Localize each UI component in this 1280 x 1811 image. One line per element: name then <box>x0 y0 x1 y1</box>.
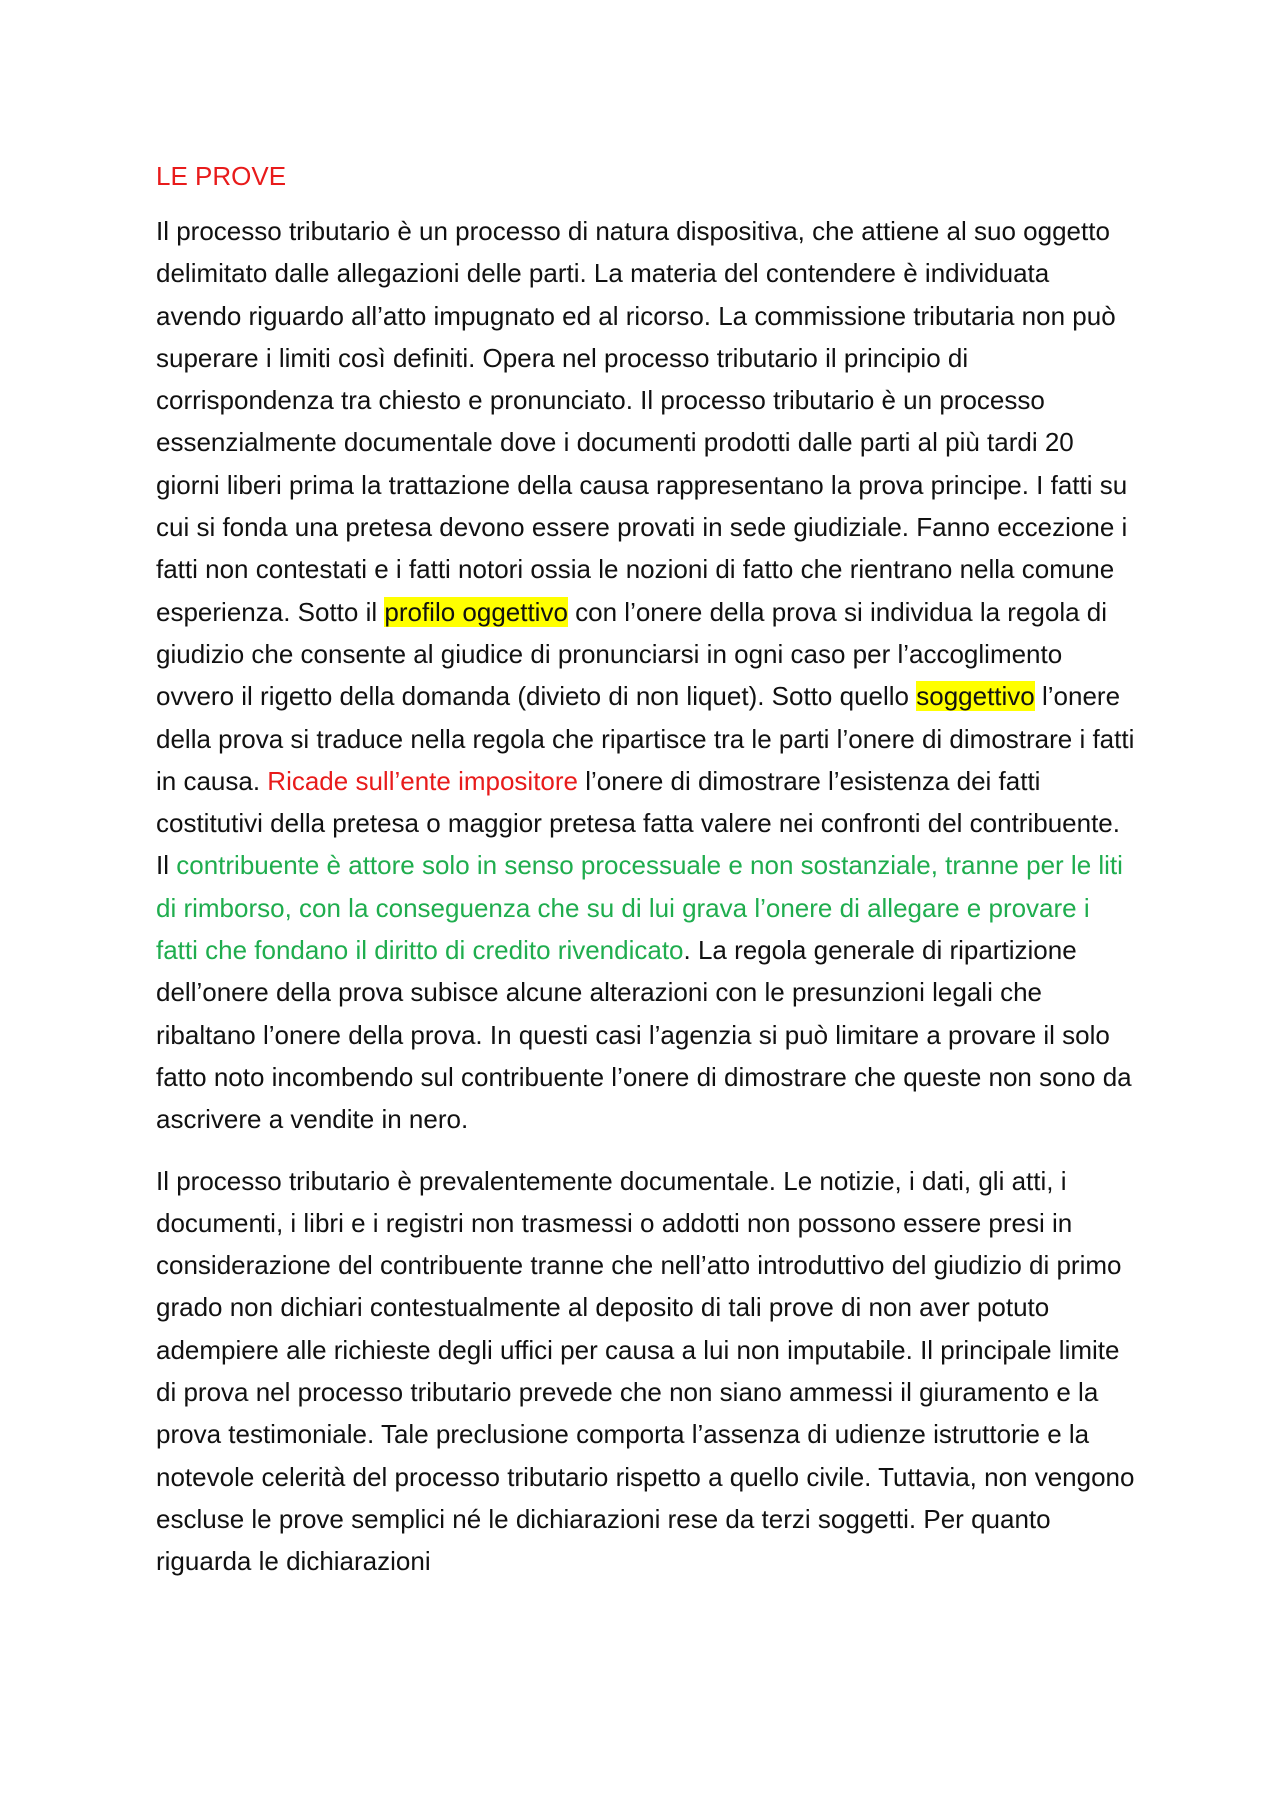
highlight-profilo-oggettivo: profilo oggettivo <box>384 596 568 627</box>
paragraph-1-text-b: con l’onere della prova si individua la regola di giudizio che consente al giudice di pronunciarsi in ogni caso per l’accoglimento ovvero il rigetto della domanda (divieto di non liquet). Sotto quello <box>156 596 1108 712</box>
red-text-ente-impositore: Ricade sull’ente impositore <box>267 765 579 796</box>
paragraph-1 <box>156 210 1136 1141</box>
paragraph-1-text-e: . La regola generale di ripartizione dell’onere della prova subisce alcune alterazioni con le presunzioni legali che ribaltano l’onere della prova. In questi casi l’agenzia si può limitare a provare il solo fatto noto incombendo sul contribuente l’onere di dimostrare che queste non sono da ascrivere a vendite in nero. <box>156 935 1132 1135</box>
green-text-contribuente: contribuente è attore solo in senso processuale e non sostanziale, tranne per le liti di rimborso, con la conseguenza che su di lui grava l’onere di allegare e provare i fatti che fondano il diritto di credito rivendicato <box>156 850 1123 966</box>
paragraph-1-text-d: l’onere di dimostrare l’esistenza dei fatti costitutivi della pretesa o maggior pretesa fatta valere nei confronti del contribuente. Il <box>156 765 1120 881</box>
paragraph-2: Il processo tributario è prevalentemente documentale. Le notizie, i dati, gli atti, i documenti, i libri e i registri non trasmessi o addotti non possono essere presi in considerazione del contribuente tranne che nell’atto introduttivo del giudizio di primo grado non dichiari contestualmente al deposito di tali prove di non aver potuto adempiere alle richieste degli uffici per causa a lui non imputabile. Il principale limite di prova nel processo tributario prevede che non siano ammessi il giuramento e la prova testimoniale. Tale preclusione comporta l’assenza di udienze istruttorie e la notevole celerità del processo tributario rispetto a quello civile. Tuttavia, non vengono escluse le prove semplici né le dichiarazioni rese da terzi soggetti. Per quanto riguarda le dichiarazioni <box>156 1165 1135 1577</box>
document-title: LE PROVE <box>156 161 287 191</box>
paragraph-1-text-a: Il processo tributario è un processo di natura dispositiva, che attiene al suo oggetto delimitato dalle allegazioni delle parti. La materia del contendere è individuata avendo riguardo all’atto impugnato ed al ricorso. La commissione tributaria non può superare i limiti così definiti. Opera nel processo tributario il principio di corrispondenza tra chiesto e pronunciato. Il processo tributario è un processo essenzialmente documentale dove i documenti prodotti dalle parti al più tardi 20 giorni liberi prima la trattazione della causa rappresentano la prova principe. I fatti su cui si fonda una pretesa devono essere provati in sede giudiziale. Fanno eccezione i fatti non contestati e i fatti notori ossia le nozioni di fatto che rientrano nella comune esperienza. Sotto il <box>156 216 1128 627</box>
document-body <box>156 160 1136 1602</box>
highlight-soggettivo: soggettivo <box>916 681 1035 712</box>
paragraph-1-text-c: l’onere della prova si traduce nella regola che ripartisce tra le parti l’onere di dimostrare i fatti in causa. <box>156 681 1135 796</box>
